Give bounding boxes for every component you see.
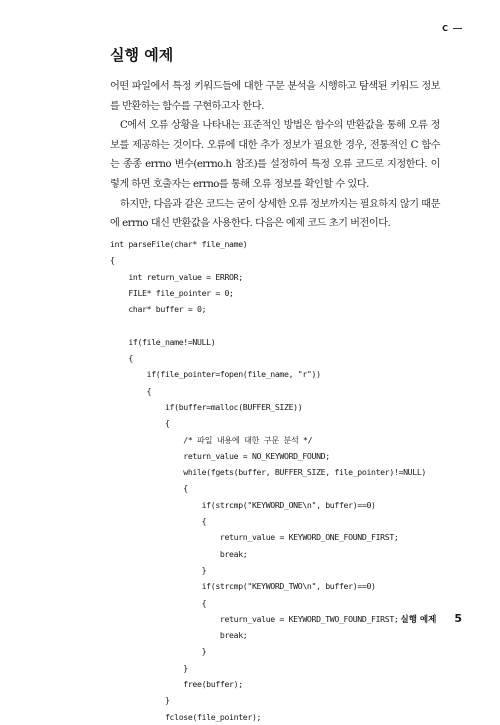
page-footer xyxy=(401,612,462,625)
paragraph: 하지만, 다음과 같은 코드는 굳이 상세한 오류 정보까지는 필요하지 않기 때문에 errno 대신 반환값을 사용한다. 다음은 예제 코드 초기 버전이다. xyxy=(110,198,440,230)
page-number: 5 xyxy=(454,612,462,625)
code-line: if(file_pointer=fopen(file_name, "r")) xyxy=(110,369,321,380)
code-line: break; xyxy=(110,630,248,641)
section-title: 실행 예제 xyxy=(110,46,174,64)
code-line: if(strcmp("KEYWORD_ONE\n", buffer)==0) xyxy=(110,499,376,510)
body-text xyxy=(110,77,440,234)
running-head-letter: C xyxy=(442,24,448,33)
code-line: while(fgets(buffer, BUFFER_SIZE, file_pointer)!=NULL) xyxy=(110,467,426,478)
code-line: if(strcmp("KEYWORD_TWO\n", buffer)==0) xyxy=(110,581,376,592)
code-line: FILE* file_pointer = 0; xyxy=(110,287,234,298)
footer-section-title: 실행 예제 xyxy=(400,615,437,625)
code-line: { xyxy=(110,516,207,527)
code-line: { xyxy=(110,597,207,608)
code-line: free(buffer); xyxy=(110,679,243,690)
code-line: if(buffer=malloc(BUFFER_SIZE)) xyxy=(110,401,303,412)
paragraph: 어떤 파일에서 특정 키워드들에 대한 구문 분석을 시행하고 탐색된 키워드 정보를 반환하는 함수를 구현하고자 한다. xyxy=(110,81,440,112)
code-line: } xyxy=(110,695,170,706)
code-line: return_value = KEYWORD_ONE_FOUND_FIRST; xyxy=(110,532,399,543)
code-line: } xyxy=(110,662,188,673)
code-line: { xyxy=(110,353,133,364)
code-listing xyxy=(110,236,426,725)
code-line: return_value = KEYWORD_TWO_FOUND_FIRST; xyxy=(110,613,399,624)
code-line: char* buffer = 0; xyxy=(110,304,207,315)
code-line: } xyxy=(110,646,207,657)
code-line: { xyxy=(110,385,152,396)
code-line: return_value = NO_KEYWORD_FOUND; xyxy=(110,450,330,461)
code-line: int return_value = ERROR; xyxy=(110,271,243,282)
code-line: /* 파일 내용에 대한 구문 분석 */ xyxy=(110,434,313,445)
running-head xyxy=(442,24,462,33)
paragraph: C에서 오류 상황을 나타내는 표준적인 방법은 함수의 반환값을 통해 오류 정보를 제공하는 것이다. 오류에 대한 추가 정보가 필요한 경우, 전통적인 C 함수는 종종 errno 변수(errno.h 참조)를 설정하여 특정 오류 코드로 지정한다. 이렇게 하면 호출자는 errno를 통해 오류 정보를 확인할 수 있다. xyxy=(110,120,440,190)
running-head-dash xyxy=(453,28,462,29)
code-line: { xyxy=(110,418,170,429)
code-line: if(file_name!=NULL) xyxy=(110,336,216,347)
code-line: { xyxy=(110,255,115,266)
code-line: break; xyxy=(110,548,248,559)
code-line: int parseFile(char* file_name) xyxy=(110,239,248,249)
code-line: } xyxy=(110,564,207,575)
code-line: { xyxy=(110,483,188,494)
code-line: fclose(file_pointer); xyxy=(110,711,262,722)
